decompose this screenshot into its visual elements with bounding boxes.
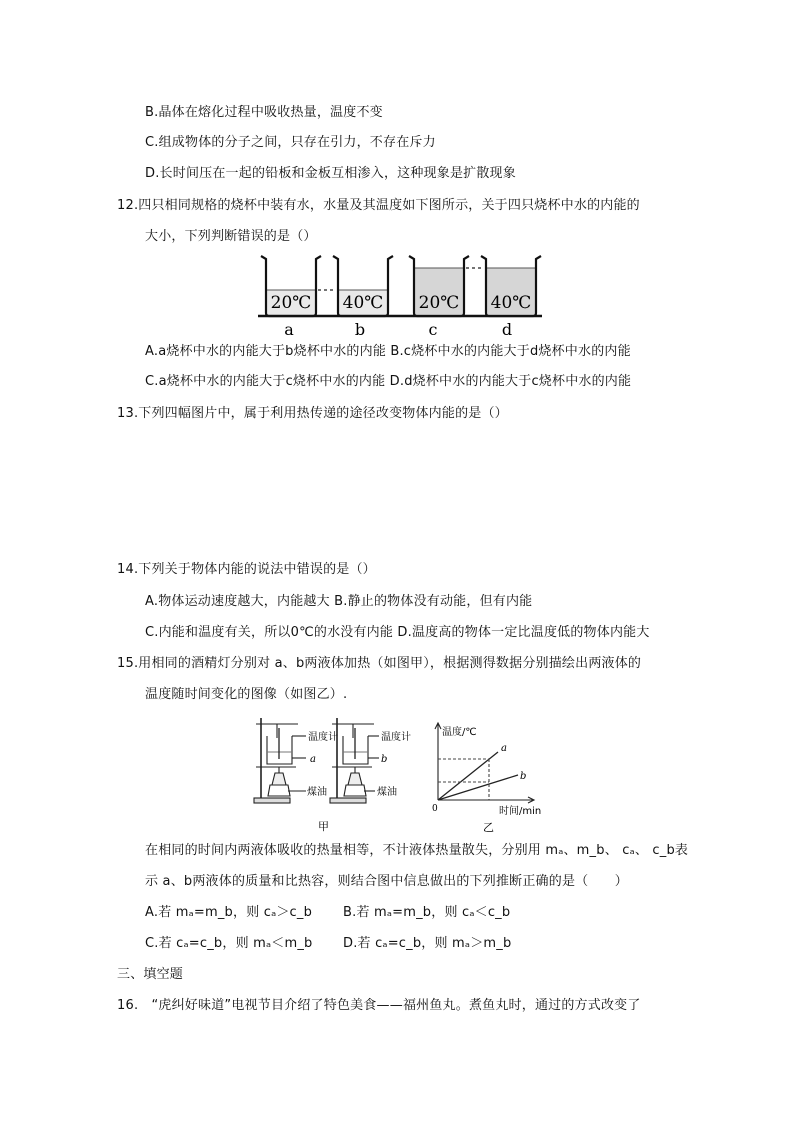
beaker-a bbox=[261, 256, 321, 338]
q15-stem-line1: 15.用相同的酒精灯分别对 a、b两液体加热（如图甲），根据测得数据分别描绘出两液体的 bbox=[117, 656, 642, 671]
q12-beakers-figure bbox=[256, 250, 546, 338]
q13-stem: 13.下列四幅图片中，属于利用热传递的途径改变物体内能的是（） bbox=[117, 406, 508, 421]
section-heading-fill-in: 三、填空题 bbox=[117, 967, 184, 982]
q12-options-ab: A.a烧杯中水的内能大于b烧杯中水的内能 B.c烧杯中水的内能大于d烧杯中水的内能 bbox=[145, 344, 631, 359]
q15-option-c: C.若 cₐ=c_b，则 mₐ＜m_b bbox=[145, 936, 313, 951]
beaker-b bbox=[333, 256, 393, 338]
q12-stem-line2: 大小，下列判断错误的是（） bbox=[145, 229, 317, 244]
beaker-a-label: a bbox=[284, 320, 294, 338]
q14-options-ab: A.物体运动速度越大，内能越大 B.静止的物体没有动能，但有内能 bbox=[145, 594, 533, 609]
q15-option-d: D.若 cₐ=c_b，则 mₐ＞m_b bbox=[343, 936, 512, 951]
liquid-b-label: b bbox=[381, 754, 388, 765]
fuel-label-right: 煤油 bbox=[377, 787, 397, 798]
q15-graph-figure bbox=[425, 718, 555, 836]
beaker-b-label: b bbox=[354, 320, 366, 338]
graph-x-axis-label: 时间/min bbox=[499, 806, 542, 817]
q12-stem-line1: 12.四只相同规格的烧杯中装有水，水量及其温度如下图所示，关于四只烧杯中水的内能的 bbox=[117, 198, 640, 213]
liquid-a-label: a bbox=[310, 754, 316, 765]
q15-option-b: B.若 mₐ=m_b，则 cₐ＜c_b bbox=[343, 905, 511, 920]
q11-option-d: D.长时间压在一起的铅板和金板互相渗入，这种现象是扩散现象 bbox=[145, 166, 516, 181]
fuel-label-left: 煤油 bbox=[307, 787, 327, 798]
q15-body-line1: 在相同的时间内两液体吸收的热量相等，不计液体热量散失，分别用 mₐ、m_b、 cₐ、 c_b表 bbox=[145, 843, 689, 858]
q15-body-line2: 示 a、b两液体的质量和比热容，则结合图中信息做出的下列推断正确的是（ ） bbox=[145, 874, 628, 889]
thermometer-label-left: 温度计 bbox=[308, 732, 338, 743]
beaker-c-temp: 20℃ bbox=[418, 293, 460, 313]
q14-options-cd: C.内能和温度有关，所以0℃的水没有内能 D.温度高的物体一定比温度低的物体内能大 bbox=[145, 625, 650, 640]
beaker-d bbox=[481, 256, 541, 338]
thermometer-label-right: 温度计 bbox=[381, 732, 411, 743]
q11-option-c: C.组成物体的分子之间，只存在引力，不存在斥力 bbox=[145, 135, 436, 150]
q11-option-b: B.晶体在熔化过程中吸收热量，温度不变 bbox=[145, 105, 383, 120]
q15-option-a: A.若 mₐ=m_b，则 cₐ＞c_b bbox=[145, 905, 313, 920]
q15-stem-line2: 温度随时间变化的图像（如图乙）. bbox=[145, 687, 348, 702]
graph-y-axis-label: 温度/℃ bbox=[442, 727, 477, 738]
beaker-d-label: d bbox=[501, 320, 513, 338]
beaker-c-label: c bbox=[428, 320, 438, 338]
q15-apparatus-figure bbox=[248, 712, 413, 837]
figure-jia-caption: 甲 bbox=[318, 820, 329, 833]
q14-stem: 14.下列关于物体内能的说法中错误的是（） bbox=[117, 562, 376, 577]
graph-origin-label: 0 bbox=[432, 804, 438, 814]
graph-line-a-label: a bbox=[501, 743, 507, 754]
graph-line-b-label: b bbox=[520, 771, 527, 782]
q16-stem: 16. “虎纠好味道”电视节目介绍了特色美食——福州鱼丸。煮鱼丸时，通过的方式改变了 bbox=[117, 998, 641, 1013]
beaker-d-temp: 40℃ bbox=[490, 293, 532, 313]
figure-yi-caption: 乙 bbox=[483, 821, 494, 834]
beaker-b-temp: 40℃ bbox=[342, 293, 384, 313]
beaker-a-temp: 20℃ bbox=[270, 293, 312, 313]
q12-options-cd: C.a烧杯中水的内能大于c烧杯中水的内能 D.d烧杯中水的内能大于c烧杯中水的内能 bbox=[145, 374, 632, 389]
beaker-c bbox=[409, 256, 469, 338]
